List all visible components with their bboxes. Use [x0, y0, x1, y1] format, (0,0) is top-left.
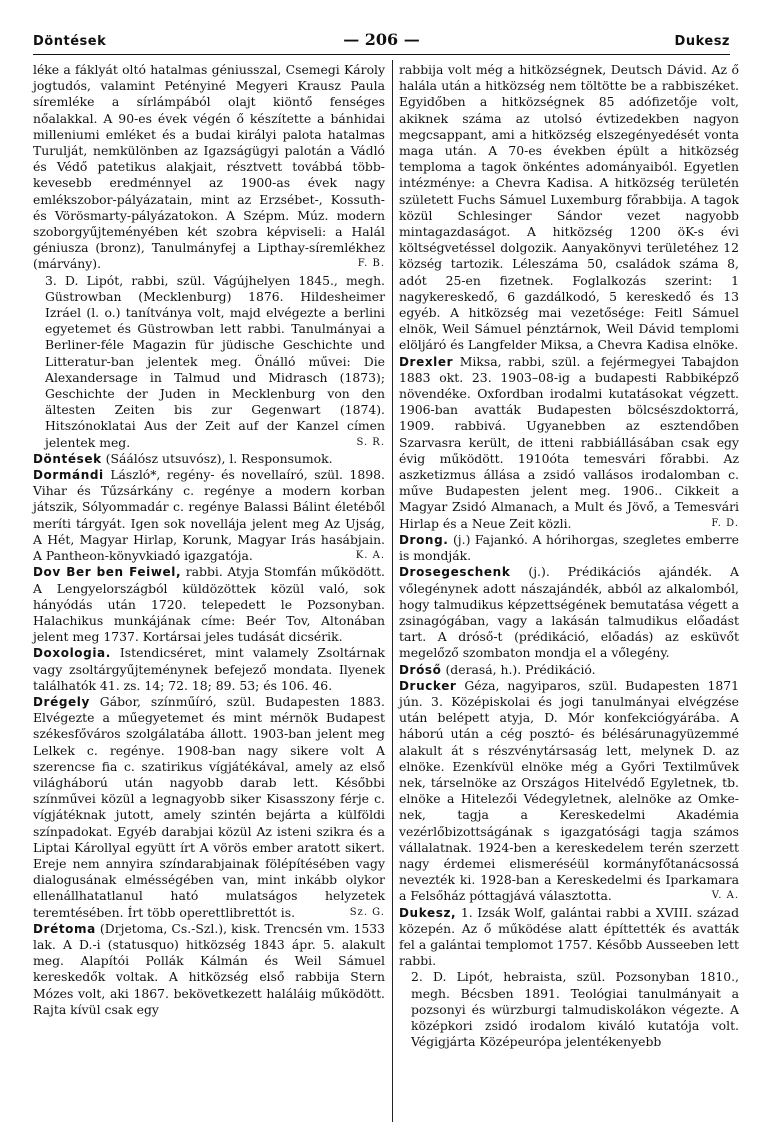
author-signature: K. A. [355, 550, 385, 562]
headword: Drétoma [33, 921, 96, 936]
headword: Dróső [399, 662, 442, 677]
continued-paragraph: léke a fáklyát oltó hatalmas géniusszal, Csemegi Károly jogtudós, valamint Petényiné Megyeri Krausz Paula síremléke a sírlámpából olajt kiöntő fenséges nőalakkal. A 90-es évek végén ő készítette a bánhidai milleniumi emléket és a budai királyi palota hatalmas Turulját, nemkülönben az Igazságügyi palotán a Vádló és Védő patetikus alakjait, résztvett továbbá több-kevesebb eredménnyel az 1900-as évek nagy emlékszobor-pályázatain, mint az Erzsébet-, Kossuth- és Vörösmarty-pályázatokon. A Szépm. Múz. modern szoborgyűjteményében két szobra képviseli: a Halál géniusza (bronz), Tanulmányfej a Lipthay-síremlékhez (márvány). F. B. [33, 62, 385, 272]
entry-dontesek: Döntések (Sáálósz utsuvósz), l. Responsumok. [33, 450, 333, 466]
entry-dukesz-2: 2. D. Lipót, hebraista, szül. Pozsonyban 1810., megh. Bécsben 1891. Teológiai tanulmányait a pozsonyi és würzburgi talmudiskolákon végezte. A középkori zsidó irodalom kiváló kutatója volt. Végigjárta Középeurópa jelentékenyebb [411, 969, 739, 1050]
entry-dukesz: Dukesz, 1. Izsák Wolf, galántai rabbi a XVIII. század közepén. Az ő működése alatt építtették és avatták fel a galántai templomot 1757. Később Ausseeben lett rabbi. [399, 904, 739, 969]
entry-dretoma: Drétoma (Drjetoma, Cs.-Szl.), kisk. Trencsén vm. 1533 lak. A D.-i (statusquo) hitközség 1843 ápr. 5. alakult meg. Alapítói Pollák Kálmán és Weil Sámuel kereskedők voltak. A hitközség első rabbija Stern Mózes volt, aki 1867. bekövetkezett haláláig működött. Rajta kívül csak egy [33, 920, 385, 1017]
entry-paragraph: 3. D. Lipót, rabbi, szül. Vágújhelyen 1845., megh. Güstrowban (Mecklenburg) 1876. Hildesheimer Izráel (l. o.) tanítványa volt, majd elvégezte a berlini egyetemet és Güstrowban lett rabbi. Tanulmányai a Berliner-féle Magazin für jüdische Geschichte und Litteratur-ban jelentek meg. Önálló művei: Die Alexandersage in Talmud und Midrasch (1873); Geschichte der Juden in Mecklenburg von den ältesten Zeiten bis zur Gegenwart (1874). Hitszónoklatai Aus der Zeit auf der Kanzel címen jelentek meg. S. R. [45, 272, 385, 450]
author-signature: V. A. [711, 890, 739, 902]
entry-dov-ber: Dov Ber ben Feiwel, rabbi. Atyja Stomfán működött. A Lengyelországból küldözöttek közül való, sok hányódás után 1720. telepedett le Pozsonyban. Halachikus munkájának címe: Beér Tov, Altonában jelent meg 1737. Kortársai jeles tudását dicsérik. [33, 564, 385, 645]
headword: Dormándi [33, 468, 104, 483]
author-signature: F. B. [357, 258, 385, 270]
entry-drexler: Drexler Miksa, rabbi, szül. a fejérmegyei Tabajdon 1883 okt. 23. 1903–08-ig a budapesti Rabbiképző növendéke. Oxfordban irodalmi kutatásokat végzett. 1906-ban avatták Budapesten bölcsészdoktorrá, 1909. rabbivá. Ugyanebben az esztendőben Szarvasra került, de itteni rabbiállásában csak egy évig működött. 1910óta temesvári főrabbi. Az aszketizmus állása a zsidó vallásos irodalomban c. műve Budapesten jelent meg. 1906.. Cikkeit a Magyar Zsidó Almanach, a Mult és Jövő, a Temesvári Hirlap és a Neue Zeit közli. F. D. [399, 353, 739, 531]
header-rule [33, 54, 730, 55]
header-right-keyword: Dukesz [674, 34, 730, 49]
page-number: — 206 — [343, 30, 420, 49]
left-column [33, 62, 385, 1018]
entry-dregely: Drégely Gábor, színműíró, szül. Budapesten 1883. Elvégezte a műegyetemet és mint mérnök Budapest székesfőváros szolgálatába állott. 1903-ban jelent meg Lelkek c. regénye. 1908-ban nagy sikere volt A szerencse fia c. szatirikus vígjátékával, amely az első világháború után nagyobb darab lett. Későbbi színművei közül a legnagyobb siker Kisasszony férje c. vígjátéknak jutott, amely szintén bejárta a külföldi színpadokat. Egyéb darabjai közül Az isteni szikra és a Liptai Károllyal együtt írt A vörös ember aratott sikert. Ereje nem annyira színdarabjainak fölépítésében vagy dialogusának elmésségében van, mint inkább olykor ellenállhatatlanul ható mulatságos helyzetek teremtésében. Írt több operettlibrettót is. Sz. G. [33, 693, 385, 920]
headword: Dukesz, [399, 905, 457, 920]
author-signature: S. R. [356, 436, 385, 448]
entry-droso: Dróső (derasá, h.). Prédikáció. [399, 661, 596, 677]
continued-paragraph: rabbija volt még a hitközségnek, Deutsch Dávid. Az ő halála után a hitközség nem töltötte be a rabbiszéket. Egyidőben a hitközségnek 85 adófizetője volt, akiknek száma az utolsó évtizedekben nagyon megcsappant, ami a hitközség elszegényedését vonta maga után. A 70-es években épült a hitközség temploma a tagok önkéntes adományaiból. Egyetlen intézménye: a Chevra Kadisa. A hitközség területén született Fuchs Sámuel Luxemburg főrabbija. A tagok közül Schlesinger Sándor vezet nagyobb mintagazdaságot. A hitközség 1200 öK-s évi költségvetéssel dolgozik. Aanyakönyvi területéhez 12 község tartozik. Léleszáma 50, családok száma 8, adót 25-en fizetnek. Foglalkozás szerint: 1 nagykereskedő, 6 gazdálkodó, 5 kereskedő és 13 egyéb. A hitközség mai vezetősége: Feitl Sámuel elnök, Weil Sámuel pénztárnok, Weil Dávid templomi elöljáró és Langfelder Miksa, a Chevra Kadisa elnöke. [399, 62, 739, 353]
right-column [399, 62, 739, 1050]
entry-drucker: Drucker Géza, nagyiparos, szül. Budapesten 1871 jún. 3. Középiskolai és jogi tanulmányai elvégzése után belépett atyja, D. Mór konfekciógyárába. A háború után a cég posztó- és bélésárunagyüzemmé alakult át s részvénytársaság lett, melynek D. az elnöke. Ezenkívül elnöke még a Győri Textilművek nek, társelnöke az Országos Hitelvédő Egyletnek, tb. elnöke a Hitelezői Védegyletnek, alelnöke az Omke-nek, tagja a Kereskedelmi Akadémia vezérlőbizottságának s igazgatósági tagja számos vállalatnak. 1924-ben a kereskedelem terén szerzett nagy érdemei elismeréséül kormányfőtanácsossá nevezték ki. 1928-ban a Kereskedelmi és Iparkamara a Felsőház póttagjává választotta. V. A. [399, 677, 739, 904]
headword: Drexler [399, 354, 454, 369]
author-signature: Sz. G. [349, 906, 385, 918]
headword: Drosegeschenk [399, 565, 511, 580]
column-divider [392, 60, 393, 1122]
entry-doxologia: Doxologia. Istendicséret, mint valamely Zsoltárnak vagy zsoltárgyűjteménynek befejező mondata. Ilyenek találhatók 41. zs. 14; 72. 18; 89. 53; és 106. 46. [33, 645, 385, 693]
entry-dormandi: Dormándi László*, regény- és novellaíró, szül. 1898. Vihar és Tűzsárkány c. regénye a modern korban játszik, Sólyommadár c. regénye Balassi Bálint életéből meríti tárgyát. Igen sok novellája jelent meg Az Ujság, A Hét, Magyar Hirlap, Korunk, Magyar Irás hasábjain. A Pantheon-könyvkiadó igazgatója. K. A. [33, 467, 385, 564]
entry-drosegeschenk: Drosegeschenk (j.). Prédikációs ajándék. A vőlegénynek adott nászajándék, abból az alkalomból, hogy talmudikus képzettségének bemutatása végett a zsinagógában, vagy a lakásán talmudikus előadást tart. A dróső-t (prédikáció, előadás) az esküvőt megelőző szombaton mondja el a vőlegény. [399, 564, 739, 661]
headword: Döntések [33, 451, 102, 466]
running-header [33, 30, 730, 54]
headword: Drong. [399, 532, 449, 547]
headword: Dov Ber ben Feiwel, [33, 565, 182, 580]
headword: Drucker [399, 678, 457, 693]
header-left-keyword: Döntések [33, 34, 107, 49]
headword: Doxologia. [33, 646, 111, 661]
headword: Drégely [33, 694, 90, 709]
entry-drong: Drong. (j.) Fajankó. A hórihorgas, szegletes emberre is mondják. [399, 531, 739, 564]
author-signature: F. D. [711, 517, 739, 529]
